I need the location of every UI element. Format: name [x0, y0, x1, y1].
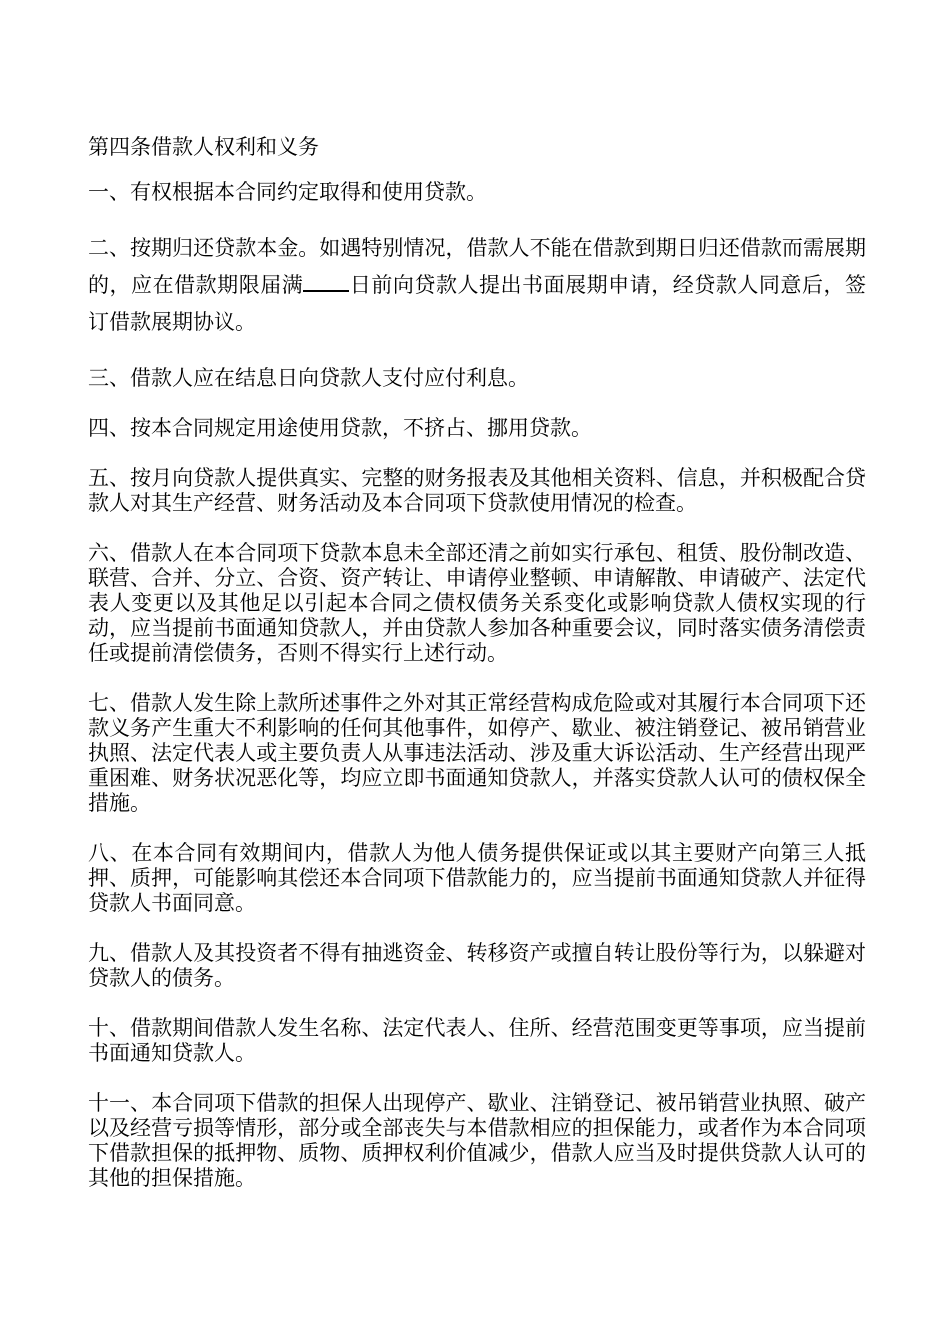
- clause-5: 五、按月向贷款人提供真实、完整的财务报表及其他相关资料、信息，并积极配合贷款人对其生产经营、财务活动及本合同项下贷款使用情况的检查。: [88, 466, 866, 515]
- clause-8: 八、在本合同有效期间内，借款人为他人债务提供保证或以其主要财产向第三人抵押、质押，可能影响其偿还本合同项下借款能力的，应当提前书面通知贷款人并征得贷款人书面同意。: [88, 841, 866, 915]
- section-heading: 第四条借款人权利和义务: [88, 135, 319, 159]
- clause-4: 四、按本合同规定用途使用贷款，不挤占、挪用贷款。: [88, 416, 592, 440]
- clause-1: 一、有权根据本合同约定取得和使用贷款。: [88, 180, 487, 204]
- clause-10: 十、借款期间借款人发生名称、法定代表人、住所、经营范围变更等事项，应当提前书面通知贷款人。: [88, 1016, 866, 1065]
- blank-line: [303, 272, 349, 292]
- clause-11: 十一、本合同项下借款的担保人出现停产、歇业、注销登记、被吊销营业执照、破产以及经营亏损等情形，部分或全部丧失与本借款相应的担保能力，或者作为本合同项下借款担保的抵押物、质物、质押权利价值减少，借款人应当及时提供贷款人认可的其他的担保措施。: [88, 1091, 866, 1190]
- clause-2: [88, 230, 866, 341]
- clause-6: 六、借款人在本合同项下贷款本息未全部还清之前如实行承包、租赁、股份制改造、联营、合并、分立、合资、资产转让、申请停业整顿、申请解散、申请破产、法定代表人变更以及其他足以引起本合同之债权债务关系变化或影响贷款人债权实现的行动，应当提前书面通知贷款人，并由贷款人参加各种重要会议，同时落实债务清偿责任或提前清偿债务，否则不得实行上述行动。: [88, 541, 866, 665]
- clause-3: 三、借款人应在结息日向贷款人支付应付利息。: [88, 366, 529, 390]
- clause-2-part-1: 二、按期归还贷款本金。如遇特别情况，借款人不能在借款到期日归还借款而需展期的，应在借款期限届满: [88, 236, 866, 297]
- clause-7: 七、借款人发生除上款所述事件之外对其正常经营构成危险或对其履行本合同项下还款义务产生重大不利影响的任何其他事件，如停产、歇业、被注销登记、被吊销营业执照、法定代表人或主要负责人从事违法活动、涉及重大诉讼活动、生产经营出现严重困难、财务状况恶化等，均应立即书面通知贷款人，并落实贷款人认可的债权保全措施。: [88, 691, 866, 815]
- clause-2-part-2: 日前向贷款人提出书面展期申请，经贷款人同意后，签订借款展期协议。: [88, 273, 867, 334]
- document-body: [88, 135, 866, 1191]
- clause-9: 九、借款人及其投资者不得有抽逃资金、转移资产或擅自转让股份等行为，以躲避对贷款人的债务。: [88, 941, 866, 990]
